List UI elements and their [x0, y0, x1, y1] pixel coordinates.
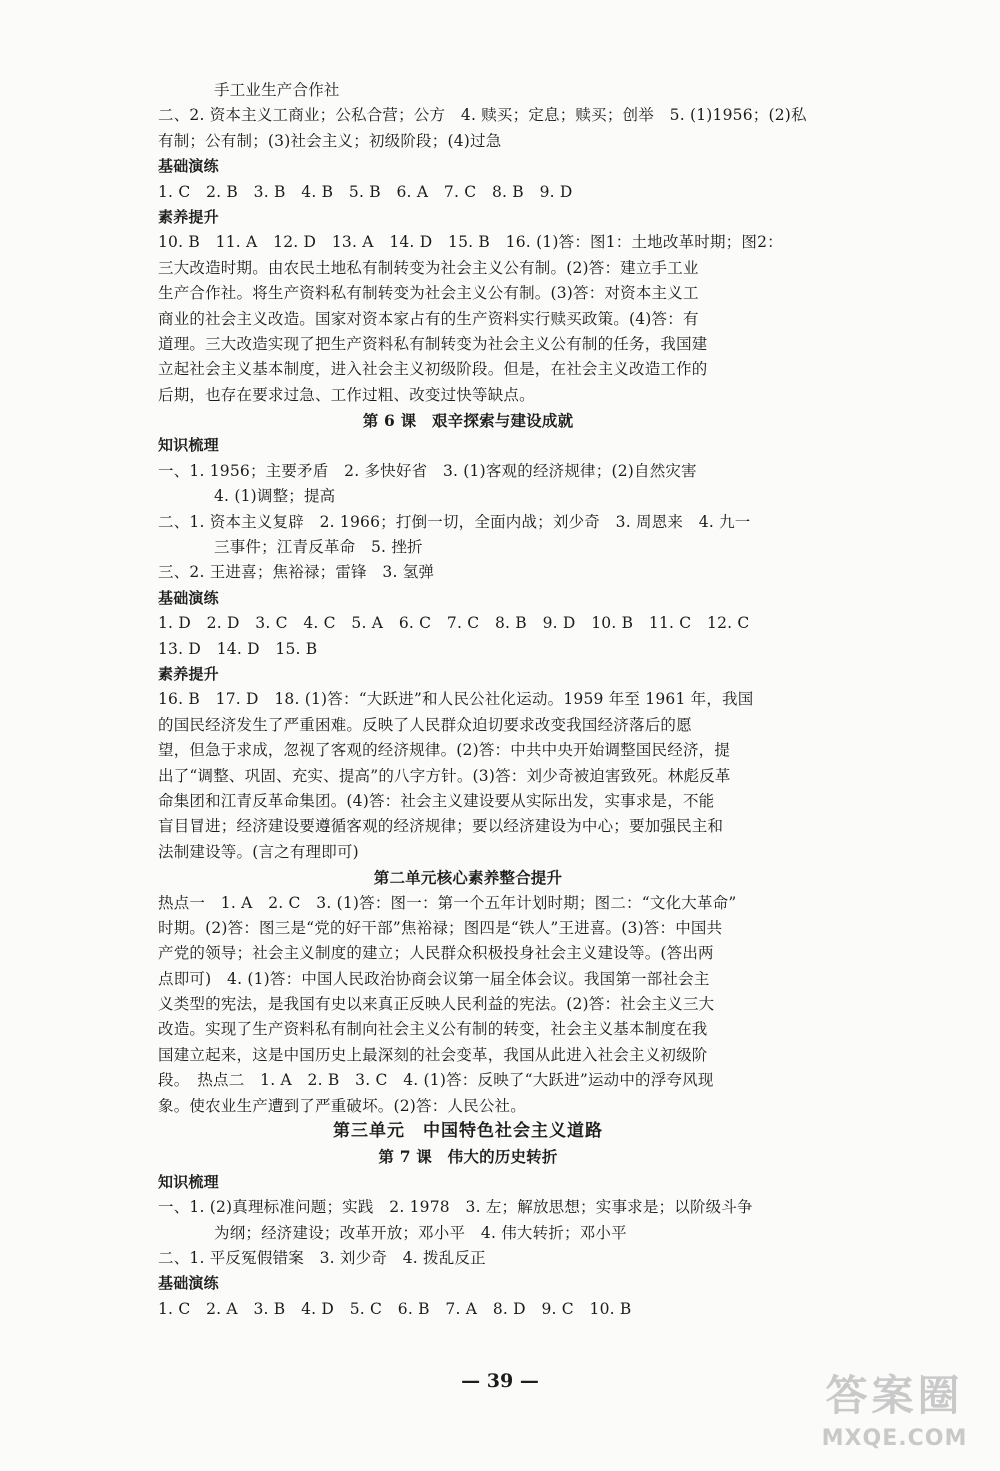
text-line: 三事件；江青反革命 5. 挫折	[214, 538, 423, 557]
text-line: 生产合作社。将生产资料私有制转变为社会主义公有制。(3)答：对资本主义工	[158, 284, 699, 303]
text-line: 二、1. 资本主义复辟 2. 1966；打倒一切，全面内战；刘少奇 3. 周恩来 4. 九一	[158, 512, 751, 531]
lesson-title: 第 6 课 艰辛探索与建设成就	[362, 411, 574, 431]
watermark-logo	[807, 1368, 982, 1463]
text-line: 点即可) 4. (1)答：中国人民政治协商会议第一届全体会议。我国第一部社会主	[158, 969, 710, 988]
text-line: 后期，也存在要求过急、工作过粗、改变过快等缺点。	[158, 385, 535, 404]
text-line: 1. C 2. A 3. B 4. D 5. C 6. B 7. A 8. D 9. C 10. B	[158, 1299, 632, 1318]
section-heading: 知识梳理	[158, 436, 219, 455]
text-line: 出了“调整、巩固、充实、提高”的八字方针。(3)答：刘少奇被迫害致死。林彪反革	[158, 766, 731, 785]
text-line: 一、1. 1956；主要矛盾 2. 多快好省 3. (1)客观的经济规律；(2)自然灾害	[158, 461, 697, 480]
text-line: 国建立起来，这是中国历史上最深刻的社会变革，我国从此进入社会主义初级阶	[158, 1045, 708, 1064]
page-number: — 39 —	[461, 1370, 539, 1392]
section-heading: 基础演练	[158, 157, 219, 176]
text-line: 4. (1)调整；提高	[214, 487, 336, 506]
section-heading: 素养提升	[158, 664, 219, 683]
text-line: 1. D 2. D 3. C 4. C 5. A 6. C 7. C 8. B 9. D 10. B 11. C 12. C	[158, 614, 750, 633]
text-line: 法制建设等。(言之有理即可)	[158, 842, 359, 861]
text-line: 义类型的宪法，是我国有史以来真正反映人民利益的宪法。(2)答：社会主义三大	[158, 995, 715, 1014]
text-line: 1. C 2. B 3. B 4. B 5. B 6. A 7. C 8. B 9. D	[158, 182, 573, 201]
section-heading: 素养提升	[158, 207, 219, 226]
lesson-title: 第二单元核心素养整合提升	[373, 868, 563, 888]
text-line: 道理。三大改造实现了把生产资料私有制转变为社会主义公有制的任务，我国建	[158, 334, 708, 353]
text-line: 10. B 11. A 12. D 13. A 14. D 15. B 16. (1)答：图1：土地改革时期；图2：	[158, 233, 783, 252]
text-line: 象。使农业生产遭到了严重破坏。(2)答：人民公社。	[158, 1096, 526, 1115]
lesson-title: 第 7 课 伟大的历史转折	[378, 1147, 558, 1167]
text-line: 立起社会主义基本制度，进入社会主义初级阶段。但是，在社会主义改造工作的	[158, 360, 708, 379]
text-line: 时期。(2)答：图三是“党的好干部”焦裕禄；图四是“铁人”王进喜。(3)答：中国共	[158, 918, 723, 937]
watermark-logo-text: 答案圈	[825, 1371, 964, 1420]
text-line: 盲目冒进；经济建设要遵循客观的经济规律；要以经济建设为中心；要加强民主和	[158, 817, 724, 836]
text-line: 二、1. 平反冤假错案 3. 刘少奇 4. 拨乱反正	[158, 1248, 486, 1267]
unit-title: 第三单元 中国特色社会主义道路	[333, 1121, 603, 1142]
text-line: 16. B 17. D 18. (1)答：“大跃进”和人民公社化运动。1959 年至 1961 年，我国	[158, 690, 754, 709]
section-heading: 基础演练	[158, 588, 219, 607]
section-heading: 基础演练	[158, 1274, 219, 1293]
text-line: 手工业生产合作社	[214, 81, 340, 99]
text-line: 商业的社会主义改造。国家对资本家占有的生产资料实行赎买政策。(4)答：有	[158, 309, 699, 328]
text-line: 有制；公有制；(3)社会主义；初级阶段；(4)过急	[158, 131, 502, 150]
text-line: 段。 热点二 1. A 2. B 3. C 4. (1)答：反映了“大跃进”运动中的浮夸风现	[158, 1071, 714, 1090]
text-line: 三大改造时期。由农民土地私有制转变为社会主义公有制。(2)答：建立手工业	[158, 258, 699, 277]
text-line: 一、1. (2)真理标准问题；实践 2. 1978 3. 左；解放思想；实事求是；以阶级斗争	[158, 1198, 753, 1217]
text-line: 望，但急于求成，忽视了客观的经济规律。(2)答：中共中央开始调整国民经济，提	[158, 741, 731, 760]
text-line: 热点一 1. A 2. C 3. (1)答：图一：第一个五年计划时期；图二：“文化大革命”	[158, 893, 737, 912]
text-line: 的国民经济发生了严重困难。反映了人民群众迫切要求改变我国经济落后的愿	[158, 715, 692, 734]
text-line: 为纲；经济建设；改革开放；邓小平 4. 伟大转折；邓小平	[214, 1223, 627, 1242]
answer-text-block	[158, 78, 807, 1322]
text-line: 二、2. 资本主义工商业；公私合营；公方 4. 赎买；定息；赎买；创举 5. (1)1956；(2)私	[158, 106, 807, 125]
text-line: 命集团和江青反革命集团。(4)答：社会主义建设要从实际出发，实事求是，不能	[158, 791, 715, 810]
section-heading: 知识梳理	[158, 1172, 219, 1191]
watermark-site-text: MXQE.COM	[821, 1426, 968, 1451]
text-line: 改造。实现了生产资料私有制向社会主义公有制的转变，社会主义基本制度在我	[158, 1020, 708, 1039]
text-line: 三、2. 王进喜；焦裕禄；雷锋 3. 氢弹	[158, 563, 435, 582]
text-line: 13. D 14. D 15. B	[158, 639, 318, 658]
text-line: 产党的领导；社会主义制度的建立；人民群众积极投身社会主义建设等。(答出两	[158, 944, 714, 963]
